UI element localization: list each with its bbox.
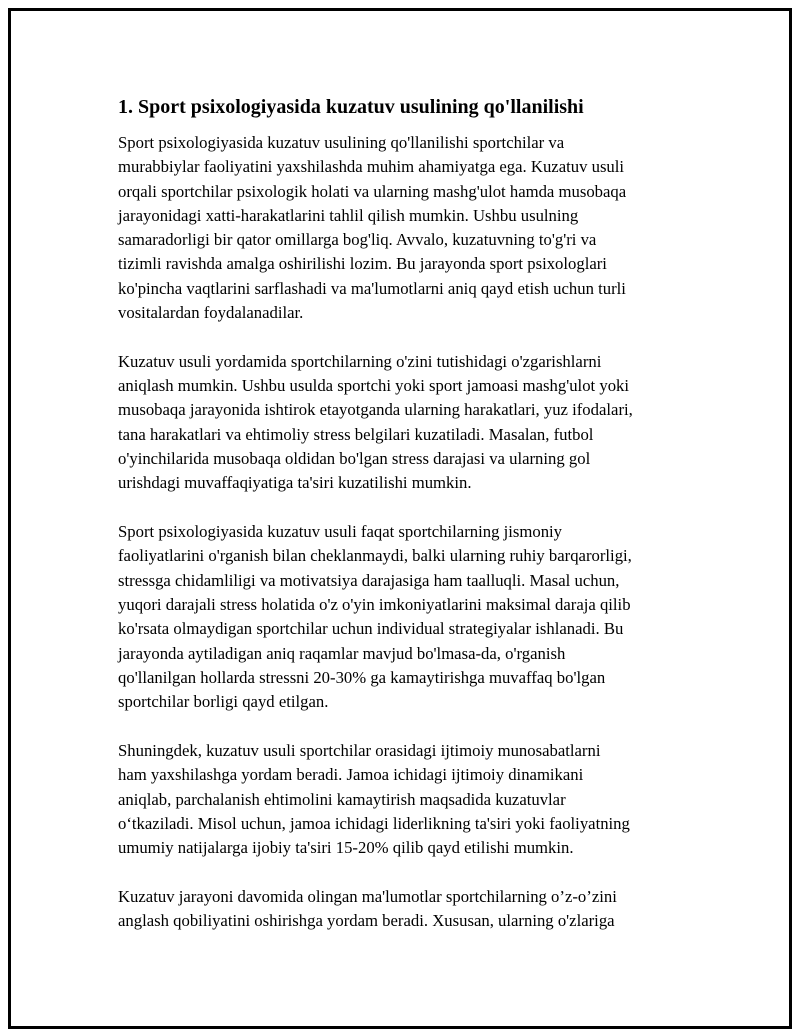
text-line: Sport psixologiyasida kuzatuv usulining qo'llanilishi sportchilar va [118,133,565,152]
text-line: o‘tkaziladi. Misol uchun, jamoa ichidagi liderlikning ta'siri yoki faoliyatning [118,813,630,833]
text-line: stressga chidamliligi va motivatsiya darajasiga ham taalluqli. Masal uchun, [118,570,620,590]
text-line: sportchilar borligi qayd etilgan. [118,692,329,712]
text-line: qo'llanilgan hollarda stressni 20-30% ga kamaytirishga muvaffaq bo'lgan [118,667,606,687]
text-line: yuqori darajali stress holatida o'z o'yin imkoniyatlarini maksimal daraja qilib [118,595,631,615]
text-line: aniqlab, parchalanish ehtimolini kamaytirish maqsadida kuzatuvlar [118,789,566,809]
text-line: tana harakatlari va ehtimoliy stress belgilari kuzatiladi. Masalan, futbol [118,424,594,444]
text-line: vositalardan foydalanadilar. [118,303,304,323]
text-line: urishdagi muvaffaqiyatiga ta'siri kuzatilishi mumkin. [118,473,472,493]
text-line: murabbiylar faoliyatini yaxshilashda muhim ahamiyatga ega. Kuzatuv usuli [118,157,625,177]
text-line: umumiy natijalarga ijobiy ta'siri 15-20% qilib qayd etilishi mumkin. [118,838,574,858]
text-line: Shuningdek, kuzatuv usuli sportchilar orasidagi ijtimoiy munosabatlarni [118,741,601,761]
text-line: tizimli ravishda amalga oshirilishi lozim. Bu jarayonda sport psixologlari [118,254,607,274]
paragraph-1 [118,131,698,325]
text-line: Sport psixologiyasida kuzatuv usuli faqat sportchilarning jismoniy [118,522,563,542]
page-frame [8,8,792,1029]
section-heading: 1. Sport psixologiyasida kuzatuv usulining qo'llanilishi [118,96,584,118]
text-line: faoliyatlarini o'rganish bilan cheklanmaydi, balki ularning ruhiy barqarorligi, [118,546,632,566]
text-line: samaradorligi bir qator omillarga bog'liq. Avvalo, kuzatuvning to'g'ri va [118,230,597,250]
paragraph-4 [118,739,698,860]
text-line: o'yinchilarida musobaqa oldidan bo'lgan stress darajasi va ularning gol [118,449,591,469]
text-line: jarayonda aytiladigan aniq raqamlar mavjud bo'lmasa-da, o'rganish [118,643,566,663]
text-line: orqali sportchilar psixologik holati va ularning mashg'ulot hamda musobaqa [118,181,627,201]
text-line: Kuzatuv usuli yordamida sportchilarning o'zini tutishidagi o'zgarishlarni [118,351,602,371]
paragraph-3 [118,520,698,714]
text-line: aniqlash mumkin. Ushbu usulda sportchi yoki sport jamoasi mashg'ulot yoki [118,376,630,396]
paragraphs [118,131,698,934]
paragraph-5 [118,885,698,934]
text-line: jarayonidagi xatti-harakatlarini tahlil qilish mumkin. Ushbu usulning [118,205,579,225]
paragraph-2 [118,350,698,496]
text-line: ko'rsata olmaydigan sportchilar uchun individual strategiyalar ishlanadi. Bu [118,619,624,639]
text-line: ham yaxshilashga yordam beradi. Jamoa ichidagi ijtimoiy dinamikani [118,765,584,785]
text-line: Kuzatuv jarayoni davomida olingan ma'lumotlar sportchilarning o’z-o’zini [118,887,617,907]
text-line: ko'pincha vaqtlarini sarflashadi va ma'lumotlarni aniq qayd etish uchun turli [118,278,626,298]
text-line: musobaqa jarayonida ishtirok etayotganda ularning harakatlari, yuz ifodalari, [118,400,633,420]
text-line: anglash qobiliyatini oshirishga yordam beradi. Xususan, ularning o'zlariga [118,911,615,931]
document-body [118,93,698,958]
